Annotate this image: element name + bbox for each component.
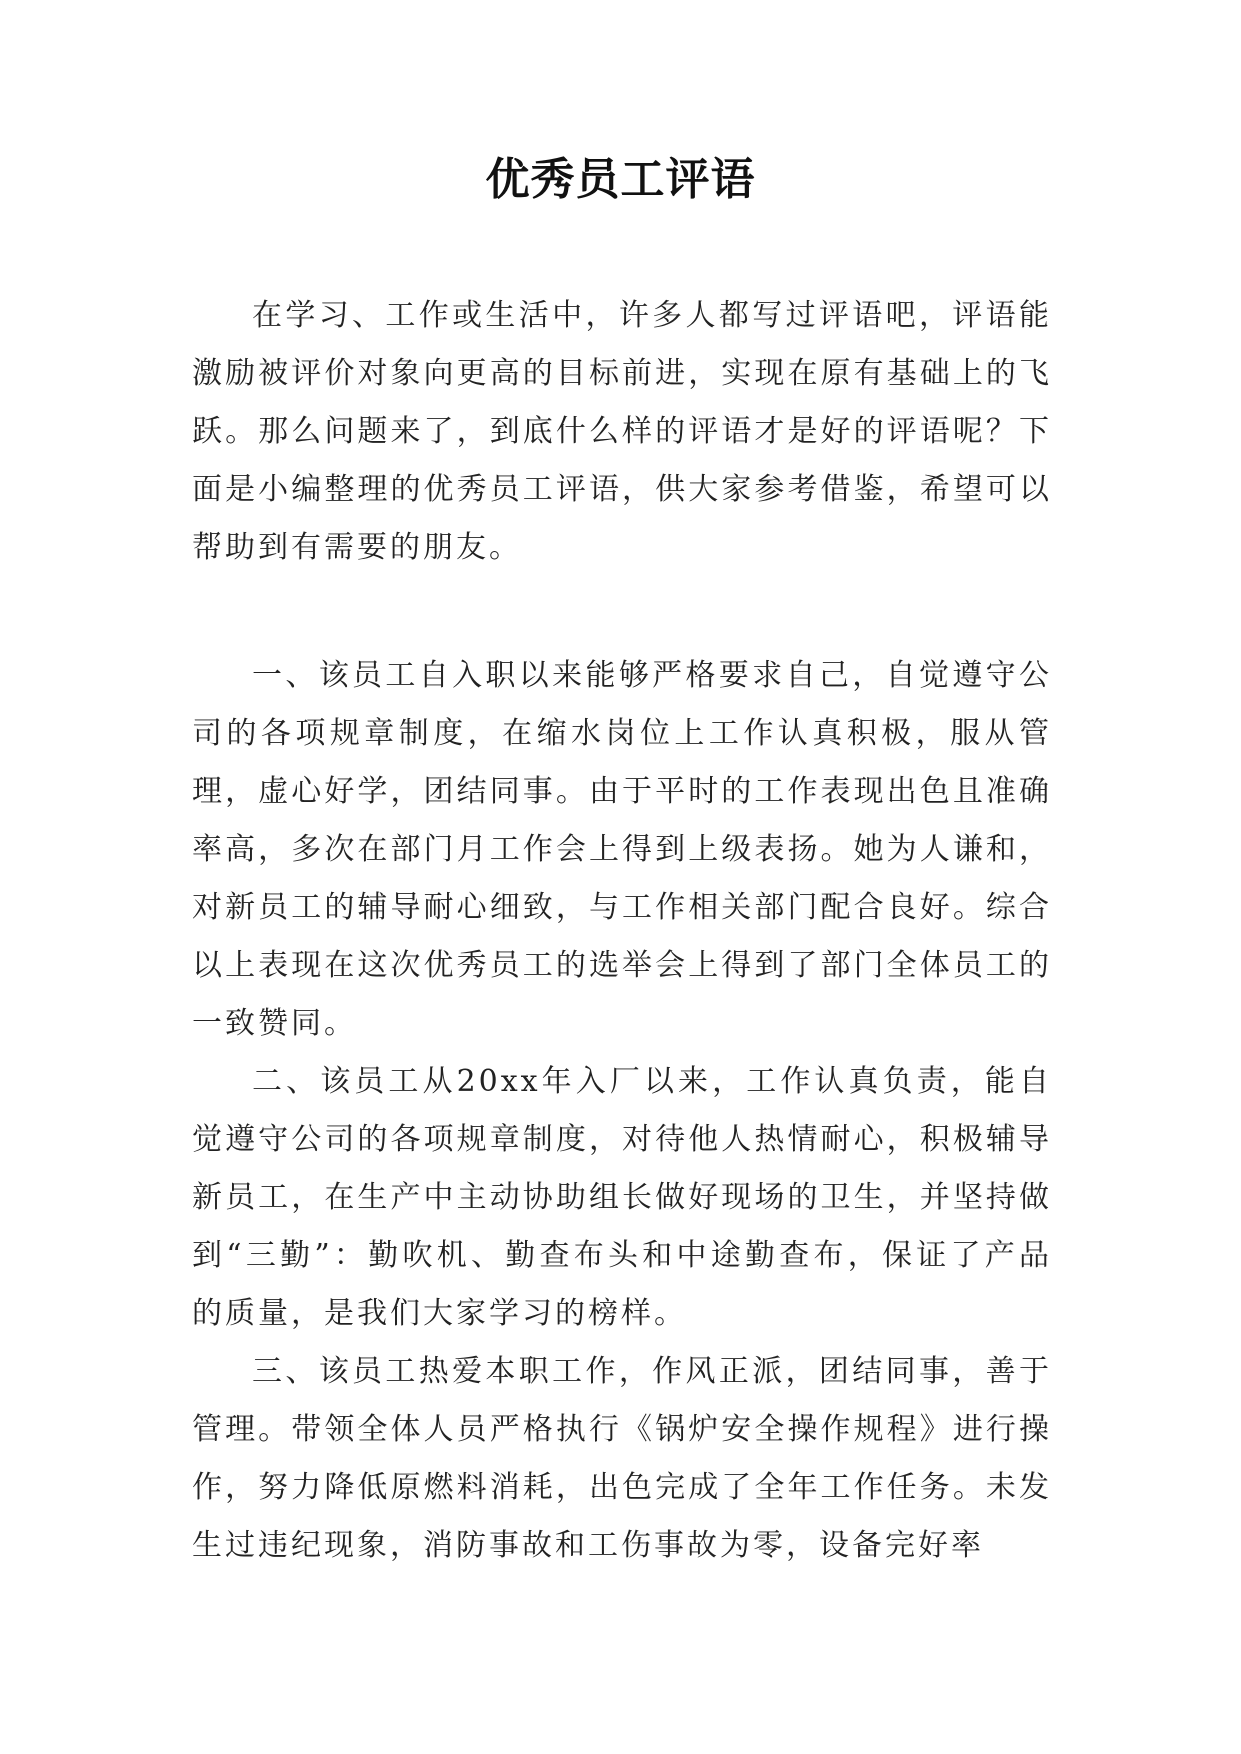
paragraph-spacer [192, 577, 1052, 647]
comment-paragraph-3: 三、该员工热爱本职工作，作风正派，团结同事，善于管理。带领全体人员严格执行《锅炉安全操作规程》进行操作，努力降低原燃料消耗，出色完成了全年工作任务。未发生过违纪现象，消防事故和工伤事故为零，设备完好率 [192, 1354, 1052, 1563]
comment-paragraph-2: 二、该员工从20xx年入厂以来，工作认真负责，能自觉遵守公司的各项规章制度，对待他人热情耐心，积极辅导新员工，在生产中主动协助组长做好现场的卫生，并坚持做到“三勤”：勤吹机、勤查布头和中途勤查布，保证了产品的质量，是我们大家学习的榜样。 [192, 1064, 1052, 1331]
document-body [192, 287, 1052, 1575]
intro-paragraph: 在学习、工作或生活中，许多人都写过评语吧，评语能激励被评价对象向更高的目标前进，实现在原有基础上的飞跃。那么问题来了，到底什么样的评语才是好的评语呢？下面是小编整理的优秀员工评语，供大家参考借鉴，希望可以帮助到有需要的朋友。 [192, 298, 1052, 565]
comment-paragraph-1: 一、该员工自入职以来能够严格要求自己，自觉遵守公司的各项规章制度，在缩水岗位上工作认真积极，服从管理，虚心好学，团结同事。由于平时的工作表现出色且准确率高，多次在部门月工作会上得到上级表扬。她为人谦和，对新员工的辅导耐心细致，与工作相关部门配合良好。综合以上表现在这次优秀员工的选举会上得到了部门全体员工的一致赞同。 [192, 658, 1052, 1041]
document-title: 优秀员工评语 [485, 154, 756, 205]
